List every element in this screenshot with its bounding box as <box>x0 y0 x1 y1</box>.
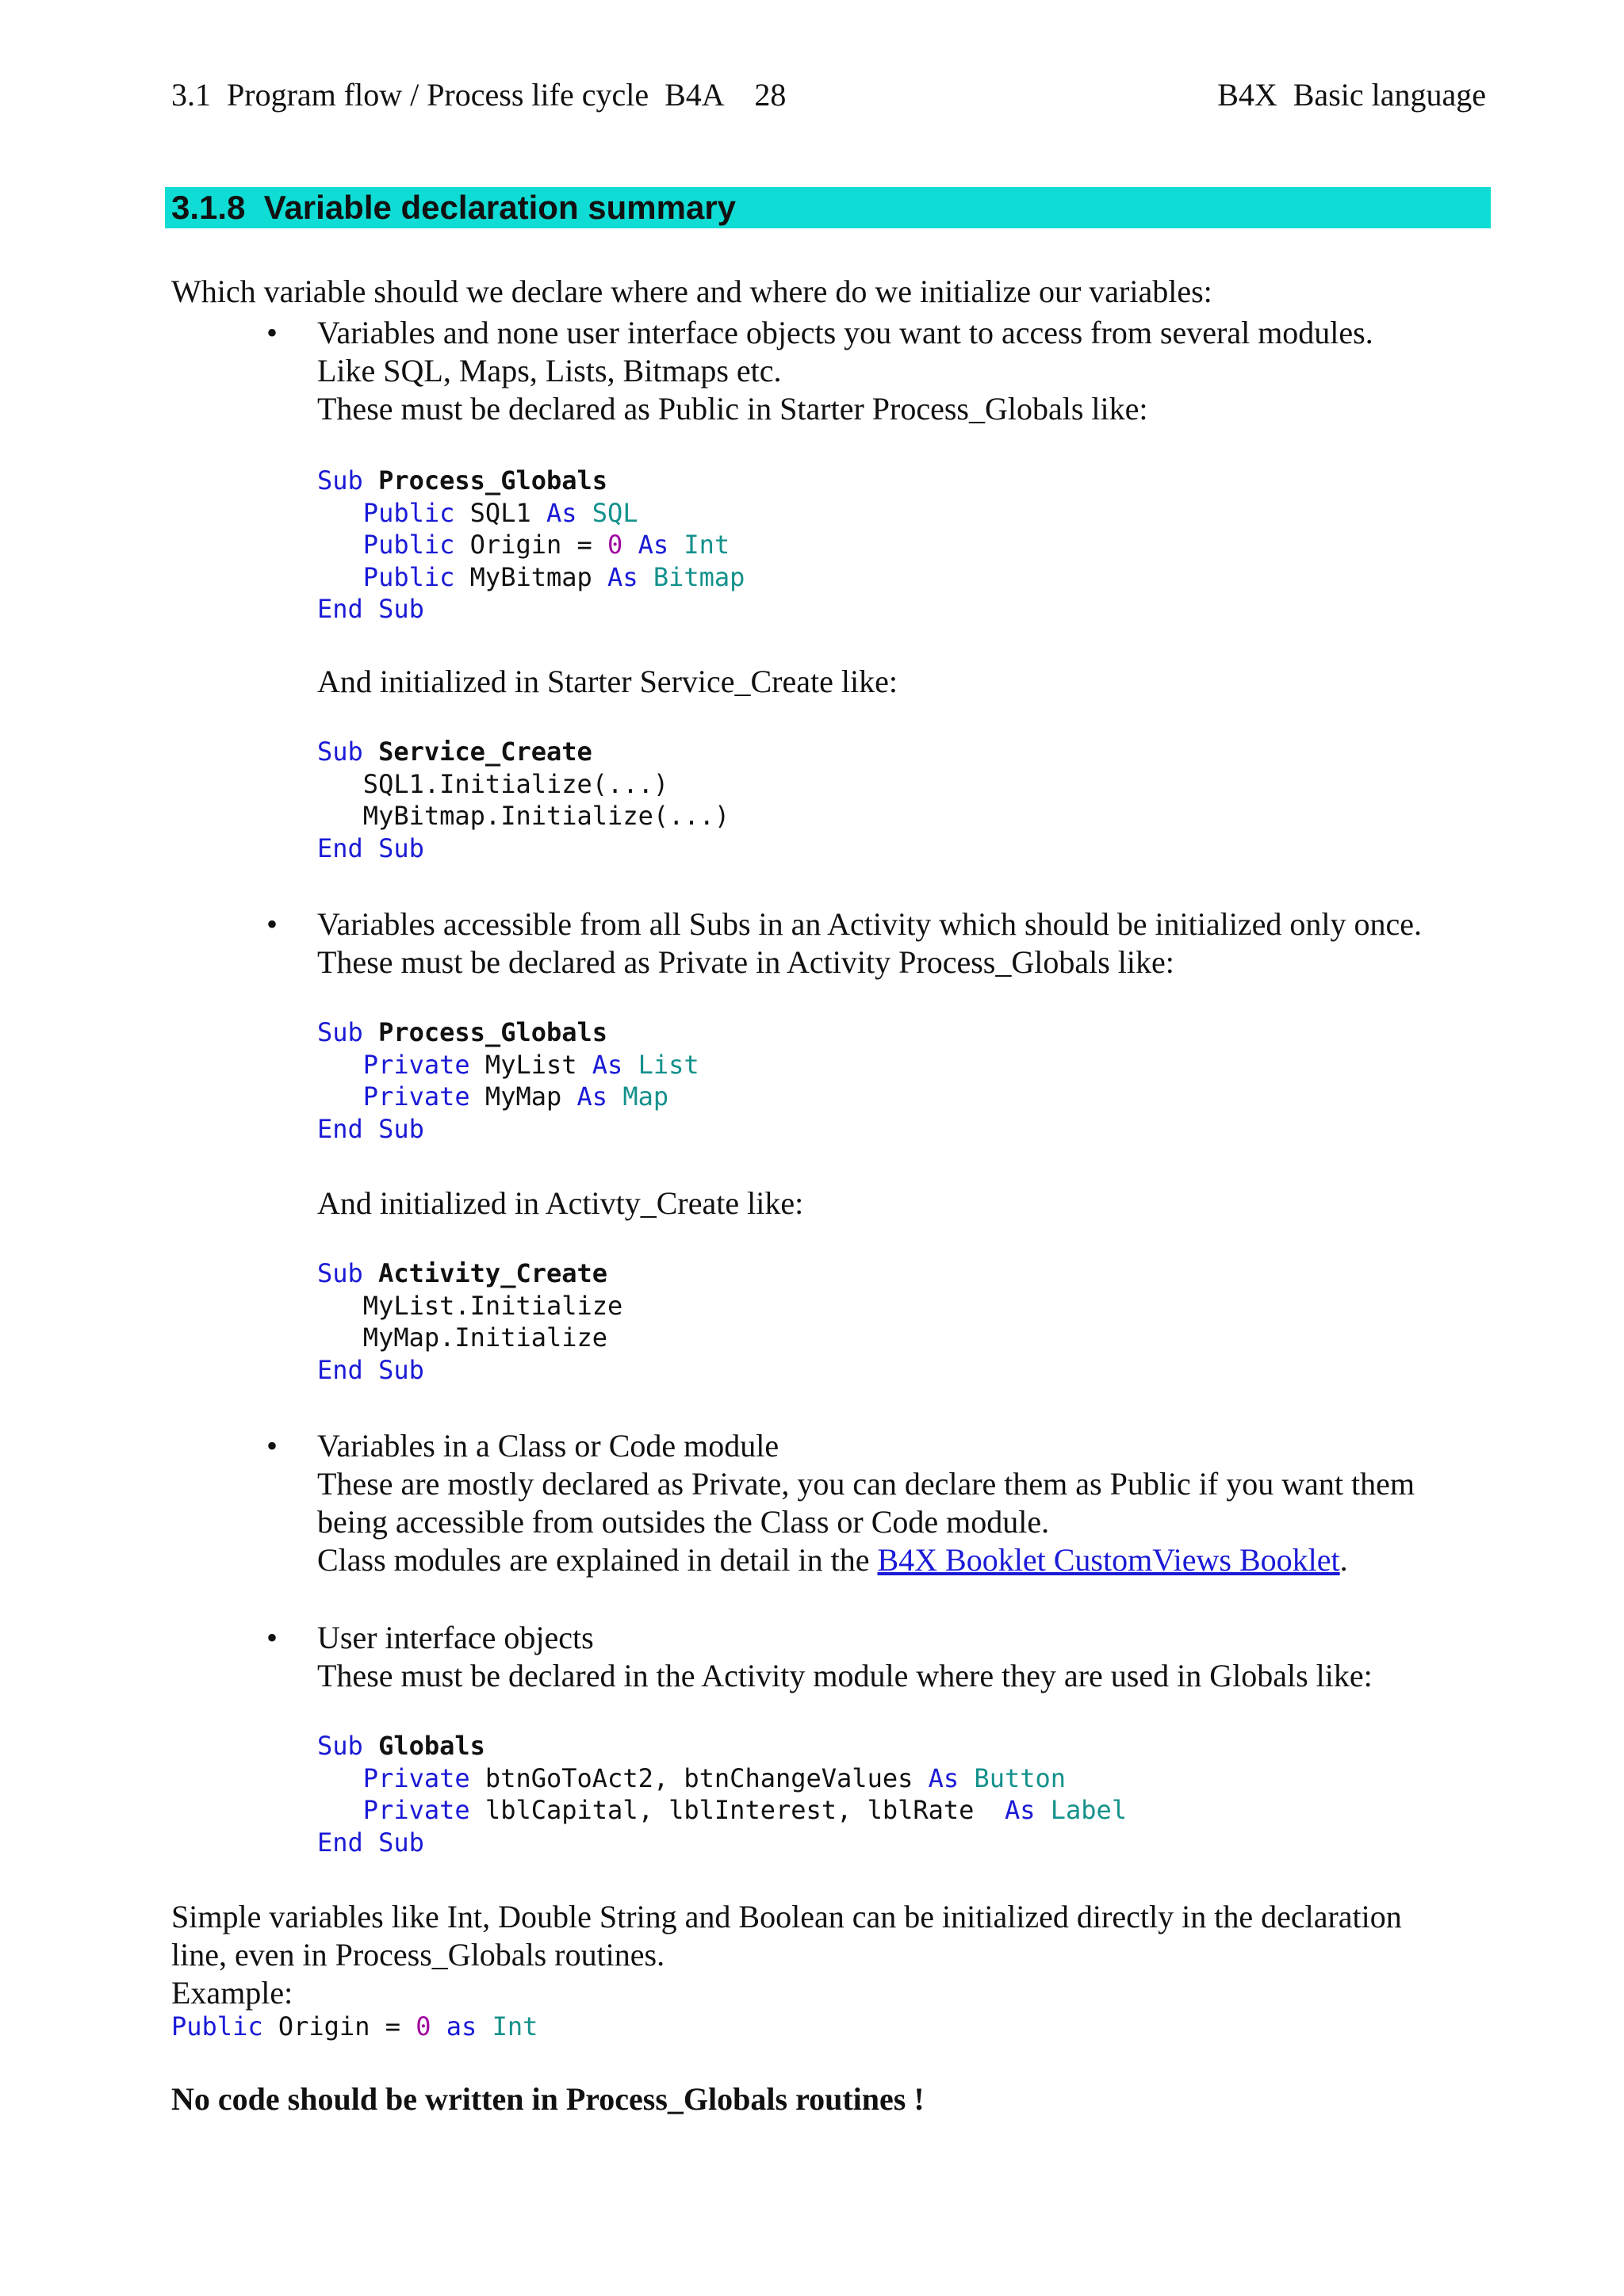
code-end-sub: End Sub <box>317 832 424 863</box>
code-variable: Origin = <box>469 530 592 560</box>
bullet-1-line-2: Like SQL, Maps, Lists, Bitmaps etc. <box>317 353 782 388</box>
code-keyword: Private <box>362 1081 470 1112</box>
code-keyword: As <box>546 497 577 528</box>
code-type: List <box>638 1049 699 1080</box>
code-variable: btnGoToAct2, btnChangeValues <box>485 1762 914 1793</box>
bullet-2-line-2: These must be declared as Private in Activity Process_Globals like: <box>317 944 1174 980</box>
code-type: Int <box>492 2011 538 2042</box>
code-block-3 <box>317 1016 699 1145</box>
bullet-3-line-4 <box>317 1541 1348 1579</box>
code-type: Bitmap <box>653 561 745 592</box>
code-type: Int <box>684 530 730 560</box>
bullet-1-after-text: And initialized in Starter Service_Create like: <box>317 664 898 699</box>
code-statement: MyMap.Initialize <box>362 1322 608 1353</box>
code-type: Label <box>1050 1795 1128 1825</box>
bullet-3-line-3: being accessible from outsides the Class or Code module. <box>317 1504 1050 1540</box>
code-end-sub: End Sub <box>317 1113 424 1144</box>
outro-line-1: Simple variables like Int, Double String and Boolean can be initialized directly in the declaration <box>171 1899 1402 1934</box>
code-block-4 <box>317 1257 622 1386</box>
code-keyword: Sub <box>317 1017 363 1047</box>
code-variable: Origin = <box>278 2011 400 2042</box>
code-keyword: Sub <box>317 737 363 767</box>
final-note: No code should be written in Process_Globals routines ! <box>171 2081 925 2117</box>
code-number: 0 <box>416 2011 431 2042</box>
code-keyword: Public <box>362 561 455 592</box>
code-keyword: As <box>928 1762 959 1793</box>
code-variable: lblCapital, lblInterest, lblRate <box>485 1795 990 1825</box>
code-keyword: Sub <box>317 1258 363 1288</box>
bullet-3-line-4-suffix: . <box>1339 1542 1348 1578</box>
code-variable: MyMap <box>485 1081 562 1112</box>
bullet-2-after-text: And initialized in Activty_Create like: <box>317 1185 804 1221</box>
code-keyword: Private <box>362 1762 470 1793</box>
code-keyword: Public <box>171 2011 263 2042</box>
code-keyword: As <box>607 561 638 592</box>
code-variable: MyList <box>485 1049 577 1080</box>
bullet-2-line-1: Variables accessible from all Subs in an Activity which should be initialized only once. <box>317 906 1423 942</box>
code-keyword: As <box>592 1049 623 1080</box>
header-right: B4X Basic language <box>1217 77 1486 113</box>
bullet-4-marker: • <box>266 1620 278 1655</box>
outro-line-2: line, even in Process_Globals routines. <box>171 1937 665 1973</box>
header-left: 3.1 Program flow / Process life cycle B4A 28 <box>171 77 787 113</box>
code-keyword: Public <box>362 530 455 560</box>
customviews-booklet-link[interactable]: B4X Booklet CustomViews Booklet <box>877 1542 1340 1578</box>
code-example-line <box>171 2011 538 2043</box>
bullet-1-line-1: Variables and none user interface objects you want to access from several modules. <box>317 315 1373 350</box>
code-type: Map <box>622 1081 669 1112</box>
code-sub-name: Process_Globals <box>378 465 608 496</box>
code-sub-name: Service_Create <box>378 737 592 767</box>
code-statement: MyList.Initialize <box>362 1290 623 1321</box>
code-keyword: As <box>1004 1795 1036 1825</box>
code-number: 0 <box>607 530 623 560</box>
bullet-3-line-1: Variables in a Class or Code module <box>317 1428 779 1464</box>
bullet-3-marker: • <box>266 1428 278 1464</box>
code-variable: SQL1 <box>469 497 531 528</box>
code-type: Button <box>974 1762 1067 1793</box>
code-block-1 <box>317 465 745 626</box>
code-sub-name: Globals <box>378 1731 485 1761</box>
code-variable: MyBitmap <box>469 561 592 592</box>
code-keyword: Private <box>362 1795 470 1825</box>
code-statement: SQL1.Initialize(...) <box>362 768 669 799</box>
intro-text: Which variable should we declare where and where do we initialize our variables: <box>171 274 1212 309</box>
bullet-4-line-2: These must be declared in the Activity module where they are used in Globals like: <box>317 1658 1373 1693</box>
page-header <box>171 76 1486 124</box>
code-statement: MyBitmap.Initialize(...) <box>362 801 730 831</box>
code-end-sub: End Sub <box>317 1354 424 1385</box>
code-block-5 <box>317 1730 1127 1858</box>
bullet-1-marker: • <box>266 315 278 350</box>
code-keyword: Public <box>362 497 455 528</box>
bullet-2-marker: • <box>266 906 278 942</box>
code-keyword: Sub <box>317 1731 363 1761</box>
code-keyword: Sub <box>317 465 363 496</box>
code-keyword: as <box>446 2011 477 2042</box>
code-block-2 <box>317 736 730 864</box>
code-sub-name: Activity_Create <box>378 1258 608 1288</box>
bullet-1-line-3: These must be declared as Public in Starter Process_Globals like: <box>317 391 1148 427</box>
code-end-sub: End Sub <box>317 594 424 624</box>
code-keyword: As <box>638 530 669 560</box>
code-type: SQL <box>592 497 638 528</box>
bullet-4-line-1: User interface objects <box>317 1620 594 1655</box>
bullet-3-line-2: These are mostly declared as Private, you can declare them as Public if you want them <box>317 1466 1415 1502</box>
code-keyword: Private <box>362 1049 470 1080</box>
section-title: 3.1.8 Variable declaration summary <box>171 189 737 226</box>
outro-example-label: Example: <box>171 1975 293 2011</box>
code-keyword: As <box>576 1081 608 1112</box>
bullet-3-line-4-prefix: Class modules are explained in detail in the <box>317 1542 878 1578</box>
code-end-sub: End Sub <box>317 1827 424 1858</box>
code-sub-name: Process_Globals <box>378 1017 608 1047</box>
